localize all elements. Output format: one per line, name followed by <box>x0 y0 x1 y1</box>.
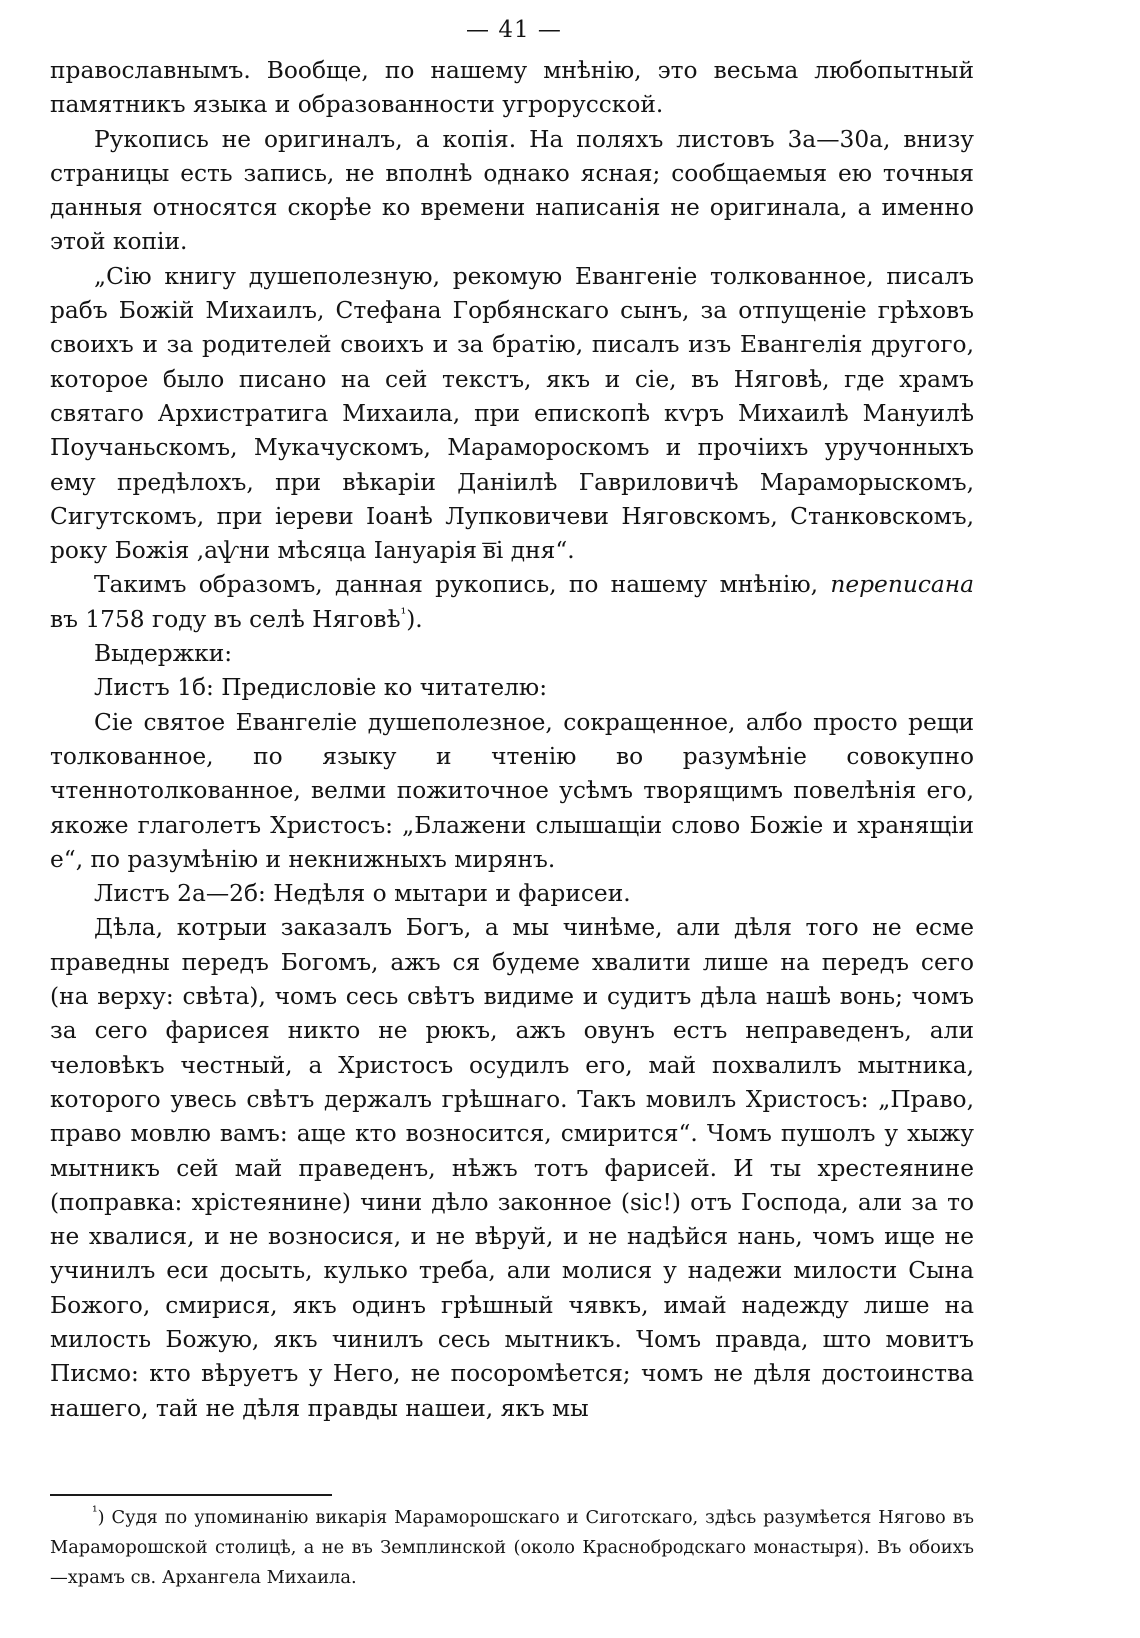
footnote-reference[interactable]: ¹ <box>400 605 407 622</box>
paragraph-4-text-end: ). <box>406 605 423 633</box>
paragraph-4-italic-word: переписана <box>830 571 974 599</box>
paragraph-4-text-after: въ 1758 году въ селѣ Няговѣ <box>50 605 401 633</box>
paragraph-1: православнымъ. Вообще, по нашему мнѣнію, это весьма любопытный памятникъ языка и образованности угрорусской. <box>50 57 974 119</box>
footnote-separator <box>50 1494 332 1496</box>
footnotes <box>50 1503 974 1593</box>
paragraph-7: Сіе святое Евангеліе душеполезное, сокращенное, албо просто рещи толкованное, по языку и чтенію во разумѣніе совокупно чтеннотолкованное, велми пожиточное усѣмъ творящимъ повелѣнія его, якоже глаголетъ Христосъ: „Блажени слышащіи слово Божіе и хранящіи е“, по разумѣнію и некнижныхъ мирянъ. <box>50 708 974 873</box>
paragraph-3-quotation: „Сію книгу душеполезную, рекомую Евангеніе толкованное, писалъ рабъ Божій Михаилъ, Стефана Горбянскаго сынъ, за отпущеніе грѣховъ своихъ и за родителей своихъ и за братію, писалъ изъ Евангелія другого, которое было писано на сей текстъ, якъ и сіе, въ Няговѣ, где храмъ святаго Архистратига Михаила, при епископѣ кѵръ Михаилѣ Мануилѣ Поучаньскомъ, Мукачускомъ, Марамороскомъ и прочіихъ уручонныхъ ему предѣлохъ, при вѣкаріи Даніилѣ Гавриловичѣ Мараморыскомъ, Сигутскомъ, при іереви Іоанѣ Лупковичеви Няговскомъ, Станковскомъ, року Божія ,аѱни мѣсяца Іануарія ͞ві дня“. <box>50 262 974 565</box>
footnote-1-text: ) Судя по упоминанію викарія Мараморошскаго и Сиготскаго, здѣсь разумѣется Нягово въ Мараморошской столицѣ, а не въ Земплинской (около Краснобродскаго монастыря). Въ обоихъ—храмъ св. Архангела Михаила. <box>50 1507 974 1588</box>
paragraph-4-text-before: Такимъ образомъ, данная рукопись, по нашему мнѣнію, <box>94 571 831 599</box>
document-page <box>50 6 974 1426</box>
main-text <box>50 54 974 1426</box>
footnote-marker: ¹ <box>92 1504 98 1521</box>
paragraph-4 <box>50 568 974 637</box>
paragraph-6-leaf-heading: Листъ 1б: Предисловіе ко читателю: <box>94 674 548 702</box>
paragraph-8-leaf-heading: Листъ 2а—2б: Недѣля о мытари и фарисеи. <box>94 880 631 908</box>
paragraph-5-excerpts-heading: Выдержки: <box>94 640 233 668</box>
paragraph-2: Рукопись не оригиналъ, а копія. На поляхъ листовъ 3а—30а, внизу страницы есть запись, не вполнѣ однако ясная; сообщаемыя ею точныя данныя относятся скорѣе ко времени написанія не оригинала, а именно этой копіи. <box>50 125 974 256</box>
paragraph-9: Дѣла, котрыи заказалъ Богъ, а мы чинѣме, али дѣля того не есме праведны передъ Богомъ, ажъ ся будеме хвалити лише на передъ сего (на верху: свѣта), чомъ сесь свѣтъ видиме и судитъ дѣла нашѣ вонь; чомъ за сего фарисея никто не рюкъ, ажъ овунъ естъ неправеденъ, али человѣкъ честный, а Христосъ осудилъ его, май похвалилъ мытника, которого увесь свѣтъ держалъ грѣшнаго. Такъ мовилъ Христосъ: „Право, право мовлю вамъ: аще кто возносится, смирится“. Чомъ пушолъ у хыжу мытникъ сей май праведенъ, нѣжъ тотъ фарисей. И ты хрестеянине (поправка: хрістеянине) чини дѣло законное (sic!) отъ Господа, али за то не хвалися, и не возносися, и не вѣруй, и не надѣйся нань, чомъ ище не учинилъ еси досыть, кулько треба, али молися у надежи милости Сына Божого, смирися, якъ одинъ грѣшный чявкъ, имай надежду лише на милость Божую, якъ чинилъ сесь мытникъ. Чомъ правда, што мовитъ Писмо: кто вѣруетъ у Него, не посоромѣется; чомъ не дѣля достоинства нашего, тай не дѣля правды нашеи, якъ мы <box>50 914 974 1422</box>
page-number: — 41 — <box>466 17 562 43</box>
footnote-1 <box>50 1503 974 1593</box>
